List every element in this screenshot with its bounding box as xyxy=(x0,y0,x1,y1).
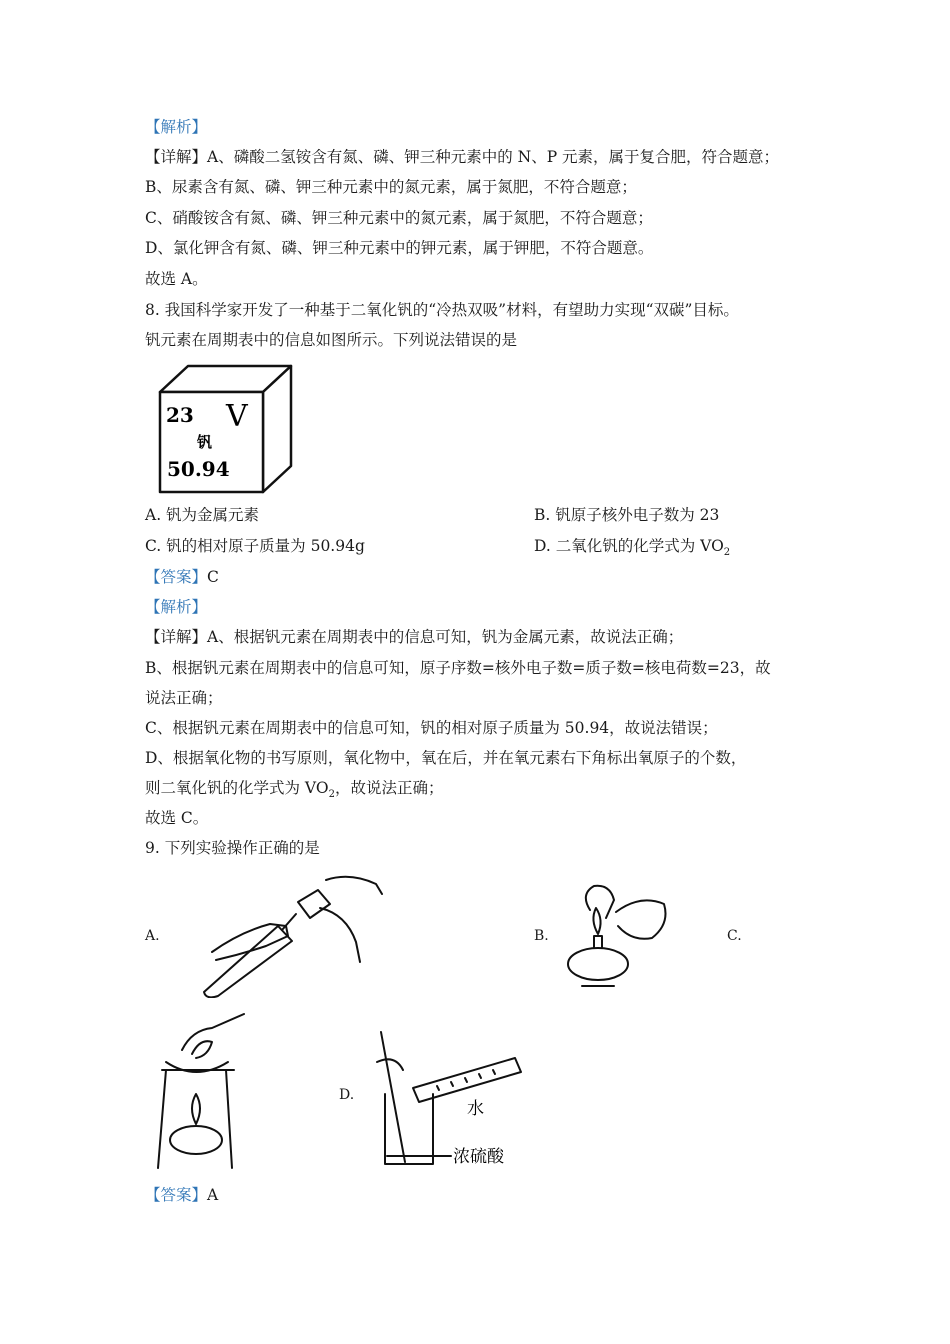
q9-stem: 9. 下列实验操作正确的是 xyxy=(145,839,320,857)
q9-label-c: C. xyxy=(727,928,742,944)
q9-answer xyxy=(145,1185,218,1205)
beaker xyxy=(385,1094,433,1164)
detail-c: C、硝酸铵含有氮、磷、钾三种元素中的氮元素，属于氮肥，不符合题意； xyxy=(145,209,653,227)
tilted-lamp xyxy=(616,900,666,938)
q9-label-a: A. xyxy=(145,928,160,944)
detail-tag: 【详解】 xyxy=(145,148,208,166)
acid-label: 浓硫酸 xyxy=(453,1147,504,1167)
detail-b: B、尿素含有氮、磷、钾三种元素中的氮元素，属于氮肥，不符合题意； xyxy=(145,178,637,196)
tripod-leg-left xyxy=(158,1070,166,1168)
q9-label-b: B. xyxy=(534,928,549,944)
tripod-leg-right xyxy=(226,1070,232,1168)
detail-a-text: A、磷酸二氢铵含有氮、磷、钾三种元素中的 N、P 元素，属于复合肥，符合题意； xyxy=(207,148,780,166)
q8-detail-b1: B、根据钒元素在周期表中的信息可知，原子序数=核外电子数=质子数=核电荷数=23，故 xyxy=(145,659,771,677)
answer-value: A xyxy=(207,1186,219,1204)
q8-choose: 故选 C。 xyxy=(145,809,209,827)
q8-detail-a-text: A、根据钒元素在周期表中的信息可知，钒为金属元素，故说法正确； xyxy=(207,628,684,646)
fingers xyxy=(192,1041,212,1058)
q9-label-d: D. xyxy=(339,1087,355,1103)
q8-answer xyxy=(145,567,219,587)
q8-detail-b2: 说法正确； xyxy=(145,689,223,707)
q8-option-d xyxy=(534,536,730,563)
q8-detail-d2 xyxy=(145,778,443,805)
flame xyxy=(593,908,600,934)
figure-c-evaporating-dish xyxy=(152,1010,248,1172)
figure-a-pour-liquid xyxy=(200,874,392,998)
q8-stem-1: 8. 我国科学家开发了一种基于二氧化钒的“冷热双吸”材料，有望助力实现“双碳”目标。 xyxy=(145,301,739,319)
q8-stem-2: 钒元素在周期表中的信息如图所示。下列说法错误的是 xyxy=(145,331,518,349)
q8-option-b: B. 钒原子核外电子数为 23 xyxy=(534,506,720,524)
bottle-stopper xyxy=(326,877,382,894)
atomic-mass: 50.94 xyxy=(167,457,230,481)
q8-detail-d2-subscript: 2 xyxy=(328,789,335,801)
answer-tag: 【答案】 xyxy=(145,568,208,586)
q8-detail-d1: D、根据氧化物的书写原则，氧化物中，氧在后，并在氧元素右下角标出氧原子的个数， xyxy=(145,749,747,767)
choose-answer: 故选 A。 xyxy=(145,270,208,288)
test-tube xyxy=(204,926,292,997)
alcohol-lamp-body xyxy=(568,948,628,980)
q8-option-d-text: D. 二氧化钒的化学式为 VO xyxy=(534,537,724,555)
detail-a xyxy=(145,147,779,167)
alcohol-lamp xyxy=(170,1126,222,1154)
reagent-bottle-neck xyxy=(298,890,330,918)
figure-d-dilute-acid xyxy=(375,1028,535,1174)
q8-detail-a xyxy=(145,627,683,647)
element-name: 钒 xyxy=(197,433,213,451)
q8-detail-c: C、根据钒元素在周期表中的信息可知，钒的相对原子质量为 50.94，故说法错误； xyxy=(145,719,718,737)
lamp-flame xyxy=(192,1094,200,1124)
lamp-wick xyxy=(594,936,602,948)
rod-hand xyxy=(377,1059,403,1070)
other-lamp-flame xyxy=(586,886,614,918)
q8-option-c: C. 钒的相对原子质量为 50.94g xyxy=(145,537,365,555)
q8-analysis-tag: 【解析】 xyxy=(145,598,208,616)
answer-value: C xyxy=(207,568,219,586)
right-hand xyxy=(320,908,360,962)
hand-with-dish xyxy=(182,1014,244,1050)
q8-detail-d2-text: 则二氧化钒的化学式为 VO xyxy=(145,779,329,797)
detail-tag: 【详解】 xyxy=(145,628,208,646)
element-cube-figure xyxy=(150,362,298,497)
q8-detail-d2-tail: ，故说法正确； xyxy=(334,779,444,797)
water-label: 水 xyxy=(467,1099,484,1119)
detail-d: D、氯化钾含有氮、磷、钾三种元素中的钾元素，属于钾肥，不符合题意。 xyxy=(145,239,654,257)
answer-tag: 【答案】 xyxy=(145,1186,208,1204)
q8-option-d-subscript: 2 xyxy=(723,547,731,559)
left-hand xyxy=(212,924,288,960)
element-symbol: V xyxy=(226,399,248,434)
figure-b-light-lamp xyxy=(560,882,674,996)
q8-option-a: A. 钒为金属元素 xyxy=(145,506,260,524)
analysis-tag: 【解析】 xyxy=(145,118,208,136)
pour-stream xyxy=(282,914,296,930)
atomic-number: 23 xyxy=(166,403,194,427)
